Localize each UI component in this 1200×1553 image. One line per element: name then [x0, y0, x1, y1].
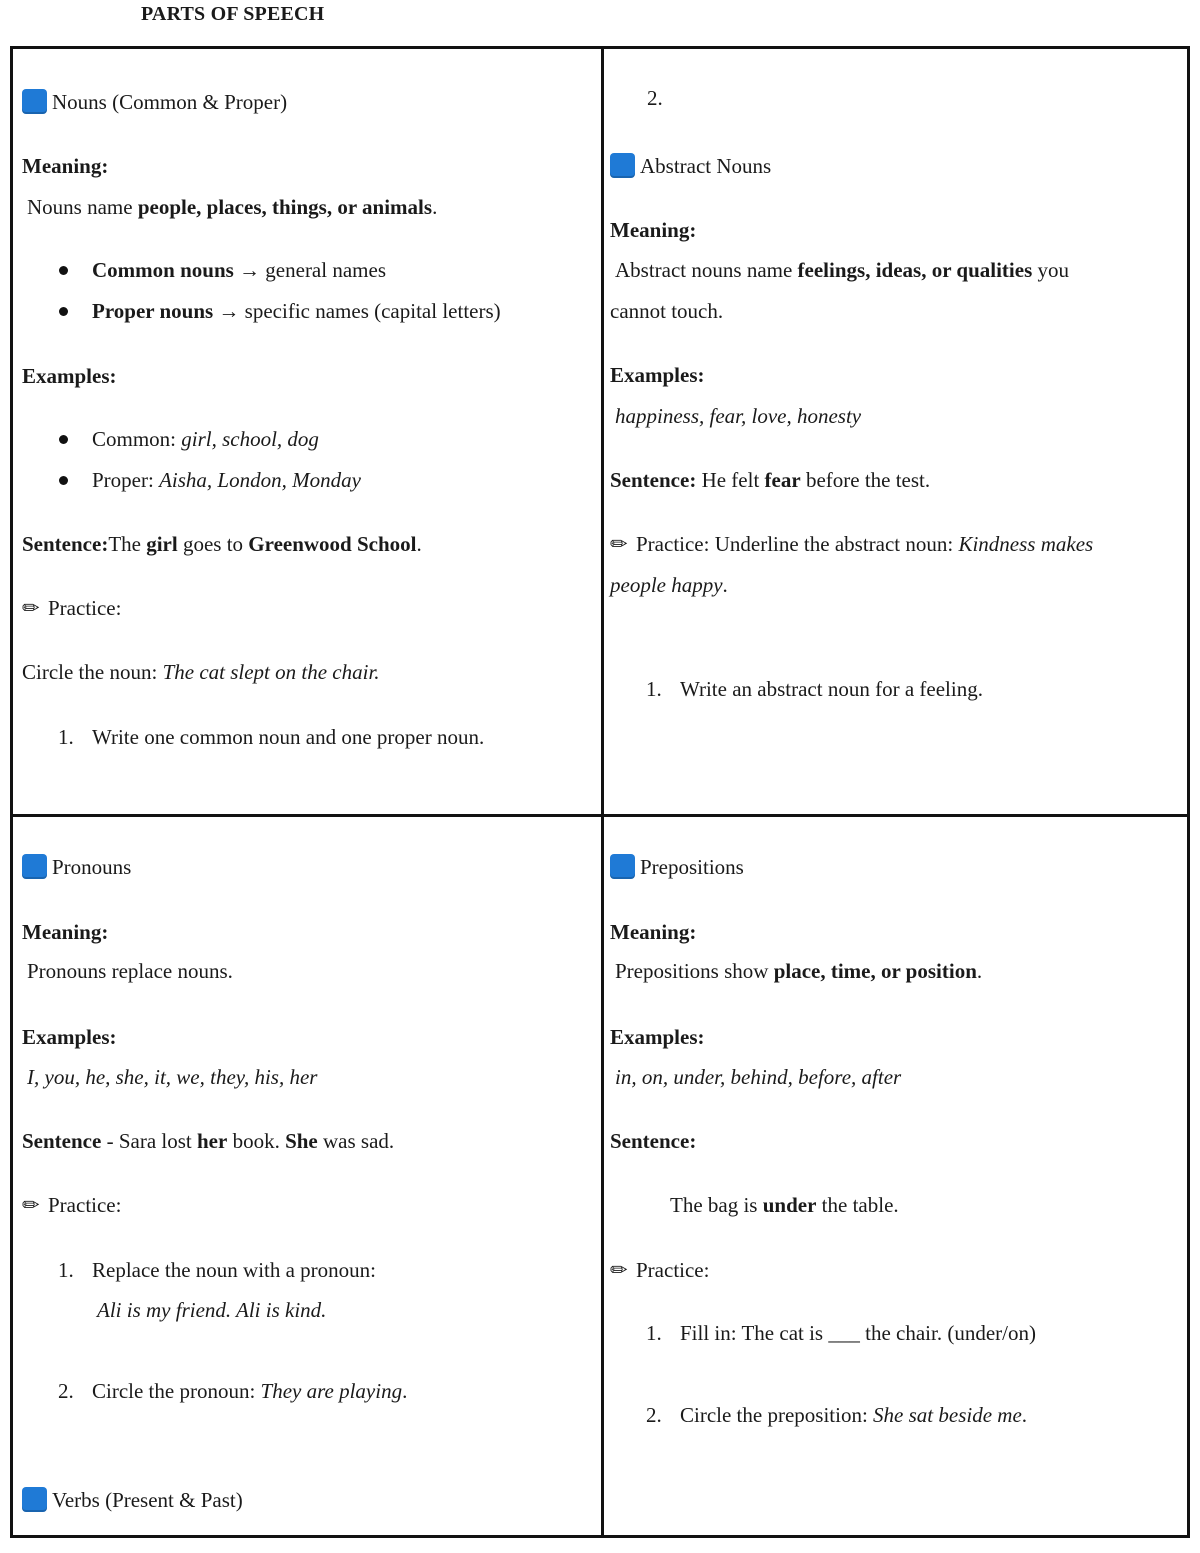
prepositions-practice-label: ✏ Practice:	[610, 1258, 710, 1282]
blue-square-icon	[610, 153, 635, 178]
nouns-cell: Nouns (Common & Proper) Meaning: Nouns name people, places, things, or animals. Common nouns → general names Proper nouns → specific names (capital letters) Examples: Common: girl, school, dog Proper: Aisha, London, Monday Sentence:The girl goes to Greenwood School. ✏ Practice: Circle the noun: The cat slept on the chair. 1. Write one common noun and one proper noun.	[22, 90, 501, 749]
pronouns-practice-label: ✏ Practice:	[22, 1193, 122, 1217]
nouns-sentence: Sentence:The girl goes to Greenwood School.	[22, 532, 422, 556]
bullet-icon	[59, 435, 68, 444]
abstract-heading: Abstract Nouns	[610, 153, 771, 179]
nouns-practice-label: ✏ Practice:	[22, 596, 122, 620]
column-divider	[601, 49, 604, 1535]
blue-square-icon	[22, 89, 47, 114]
abstract-examples: happiness, fear, love, honesty	[615, 404, 862, 428]
parts-of-speech-table	[10, 46, 1190, 1538]
blue-square-icon	[22, 854, 47, 879]
abstract-nouns-cell: 2. Abstract Nouns Meaning: Abstract nouns name feelings, ideas, or qualities you cannot touch. Examples: happiness, fear, love, honesty Sentence: He felt fear before the test. ✏ Practice: Underline the abstract noun: Kindness makes people happy. 1. Write an abstract noun for a feeling.	[610, 86, 1094, 701]
list-number: 2.	[647, 86, 663, 110]
verbs-heading: Verbs (Present & Past)	[22, 1487, 243, 1513]
prepositions-examples-label: Examples:	[610, 1025, 705, 1049]
abstract-examples-label: Examples:	[610, 363, 705, 387]
prepositions-examples: in, on, under, behind, before, after	[615, 1065, 902, 1089]
blue-square-icon	[610, 854, 635, 879]
abstract-meaning-label: Meaning:	[610, 218, 697, 242]
pencil-icon: ✏	[610, 1258, 628, 1282]
pencil-icon: ✏	[610, 532, 628, 556]
pronouns-item-1-example: Ali is my friend. Ali is kind.	[97, 1298, 327, 1322]
nouns-meaning-label: Meaning:	[22, 154, 109, 178]
nouns-circle-task: Circle the noun: The cat slept on the chair.	[22, 660, 380, 684]
prepositions-meaning-label: Meaning:	[610, 920, 697, 944]
pronouns-meaning-label: Meaning:	[22, 920, 109, 944]
abstract-practice-2: people happy.	[610, 573, 728, 597]
pronouns-sentence: Sentence - Sara lost her book. She was sad.	[22, 1129, 395, 1153]
bullet-icon	[59, 476, 68, 485]
pronouns-examples-label: Examples:	[22, 1025, 117, 1049]
blue-square-icon	[22, 1487, 47, 1512]
prepositions-meaning-text: Prepositions show place, time, or position.	[615, 959, 983, 983]
abstract-sentence: Sentence: He felt fear before the test.	[610, 468, 931, 492]
nouns-heading: Nouns (Common & Proper)	[22, 89, 287, 115]
pronouns-heading: Pronouns	[22, 854, 131, 880]
bullet-icon	[59, 307, 68, 316]
pronouns-cell: Pronouns Meaning: Pronouns replace nouns. Examples: I, you, he, she, it, we, they, his, her Sentence - Sara lost her book. She was sad. ✏ Practice: 1. Replace the noun with a pronoun: Ali is my friend. Ali is kind. 2. Circle the pronoun: They are playing. Verbs (Present & Past)	[22, 855, 408, 1512]
abstract-practice: ✏ Practice: Underline the abstract noun: Kindness makes	[610, 532, 1094, 556]
page-title: PARTS OF SPEECH	[141, 3, 325, 25]
bullet-icon	[59, 266, 68, 275]
pronouns-meaning-text: Pronouns replace nouns.	[27, 959, 233, 983]
prepositions-sentence-label: Sentence:	[610, 1129, 697, 1153]
abstract-meaning-text-2: cannot touch.	[610, 299, 724, 323]
pencil-icon: ✏	[22, 596, 40, 620]
pronouns-examples: I, you, he, she, it, we, they, his, her	[27, 1065, 318, 1089]
nouns-examples-label: Examples:	[22, 364, 117, 388]
pencil-icon: ✏	[22, 1193, 40, 1217]
nouns-meaning-text: Nouns name people, places, things, or animals.	[27, 195, 438, 219]
abstract-meaning-text: Abstract nouns name feelings, ideas, or qualities you	[615, 258, 1069, 282]
prepositions-heading: Prepositions	[610, 854, 744, 880]
prepositions-sentence: The bag is under the table.	[670, 1193, 899, 1217]
prepositions-cell: Prepositions Meaning: Prepositions show place, time, or position. Examples: in, on, under, behind, before, after Sentence: The bag is under the table. ✏ Practice: 1. Fill in: The cat is ___ the chair. (under/on) 2. Circle the preposition: She sat beside me.	[610, 855, 1036, 1427]
